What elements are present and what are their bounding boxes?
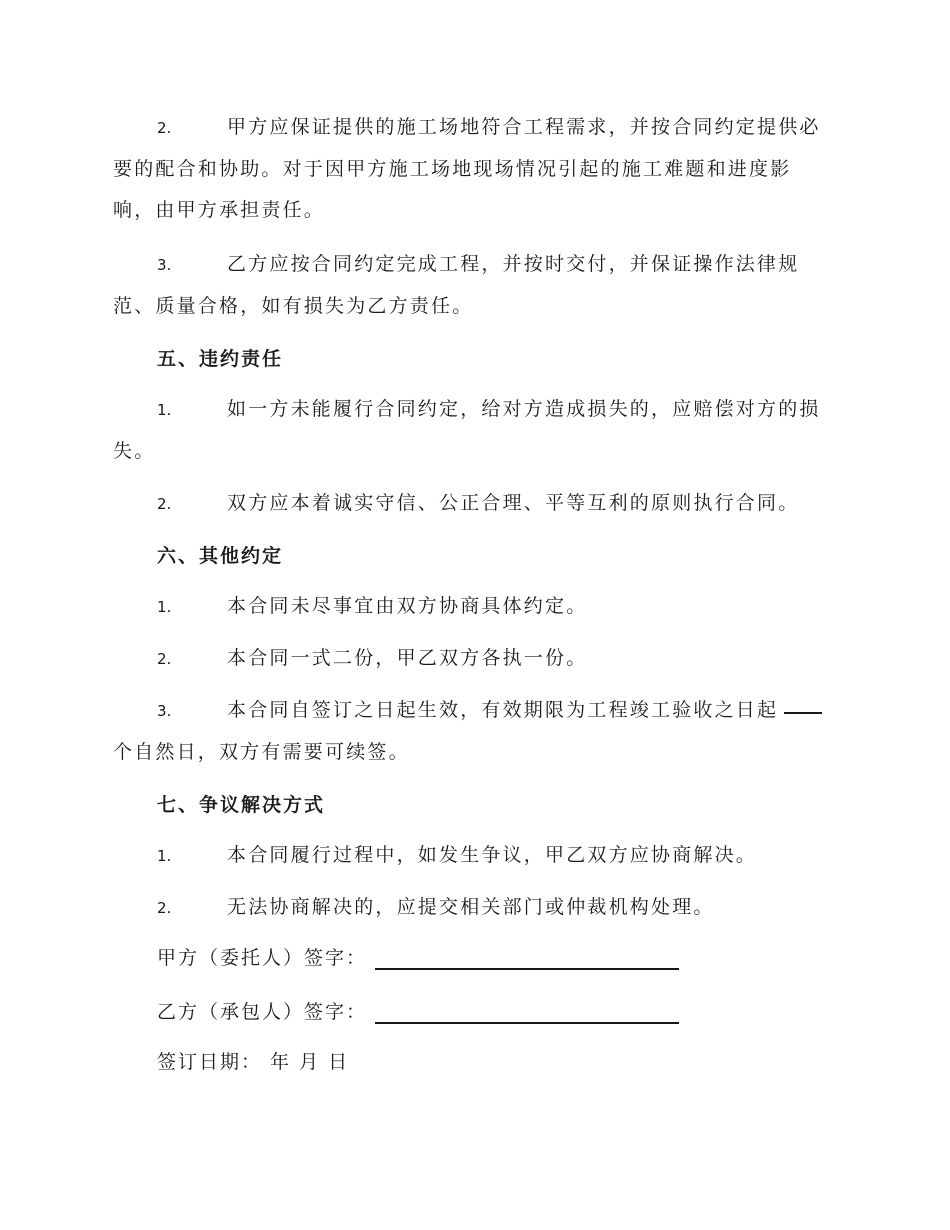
clause-text: 双方应本着诚实守信、公正合理、平等互利的原则执行合同。 bbox=[227, 492, 800, 514]
clause-number: 3. bbox=[157, 256, 172, 274]
clause-6-2 bbox=[113, 638, 833, 680]
party-a-signature bbox=[157, 943, 679, 973]
clause-number: 2. bbox=[157, 119, 172, 137]
clause-6-1 bbox=[113, 586, 833, 628]
clause-number: 2. bbox=[157, 899, 172, 917]
clause-text: 本合同未尽事宜由双方协商具体约定。 bbox=[227, 595, 588, 617]
clause-5-2 bbox=[113, 483, 833, 525]
signing-date: 签订日期： 年 月 日 bbox=[157, 1051, 350, 1073]
clause-4-3 bbox=[113, 244, 833, 327]
signature-line bbox=[375, 968, 679, 970]
section-heading-7: 七、争议解决方式 bbox=[157, 794, 326, 816]
clause-text: 如一方未能履行合同约定，给对方造成损失的，应赔偿对方的损失。 bbox=[113, 398, 821, 462]
clause-text: 本合同一式二份，甲乙双方各执一份。 bbox=[227, 647, 588, 669]
clause-5-1 bbox=[113, 389, 833, 472]
clause-text: 本合同自签订之日起生效，有效期限为工程竣工验收之日起 bbox=[227, 699, 779, 721]
clause-number: 1. bbox=[157, 847, 172, 865]
clause-7-2 bbox=[113, 887, 833, 929]
party-b-signature bbox=[157, 997, 679, 1027]
clause-number: 2. bbox=[157, 495, 172, 513]
clause-number: 3. bbox=[157, 702, 172, 720]
clause-6-3 bbox=[113, 690, 833, 773]
clause-number: 1. bbox=[157, 401, 172, 419]
section-heading-6: 六、其他约定 bbox=[157, 545, 284, 567]
section-heading-5: 五、违约责任 bbox=[157, 348, 284, 370]
clause-text-after: 个自然日，双方有需要可续签。 bbox=[113, 741, 410, 763]
fill-in-blank bbox=[784, 712, 822, 714]
party-a-label: 甲方（委托人）签字： bbox=[157, 947, 368, 969]
party-b-label: 乙方（承包人）签字： bbox=[157, 1001, 368, 1023]
clause-text: 无法协商解决的，应提交相关部门或仲裁机构处理。 bbox=[227, 896, 715, 918]
clause-4-2 bbox=[113, 107, 833, 231]
clause-7-1 bbox=[113, 835, 833, 877]
clause-text: 甲方应保证提供的施工场地符合工程需求，并按合同约定提供必要的配合和协助。对于因甲方施工场地现场情况引起的施工难题和进度影响，由甲方承担责任。 bbox=[113, 116, 821, 221]
clause-text: 乙方应按合同约定完成工程，并按时交付，并保证操作法律规范、质量合格，如有损失为乙方责任。 bbox=[113, 253, 800, 317]
clause-number: 1. bbox=[157, 598, 172, 616]
clause-number: 2. bbox=[157, 650, 172, 668]
clause-text: 本合同履行过程中，如发生争议，甲乙双方应协商解决。 bbox=[227, 844, 758, 866]
signature-line bbox=[375, 1022, 679, 1024]
